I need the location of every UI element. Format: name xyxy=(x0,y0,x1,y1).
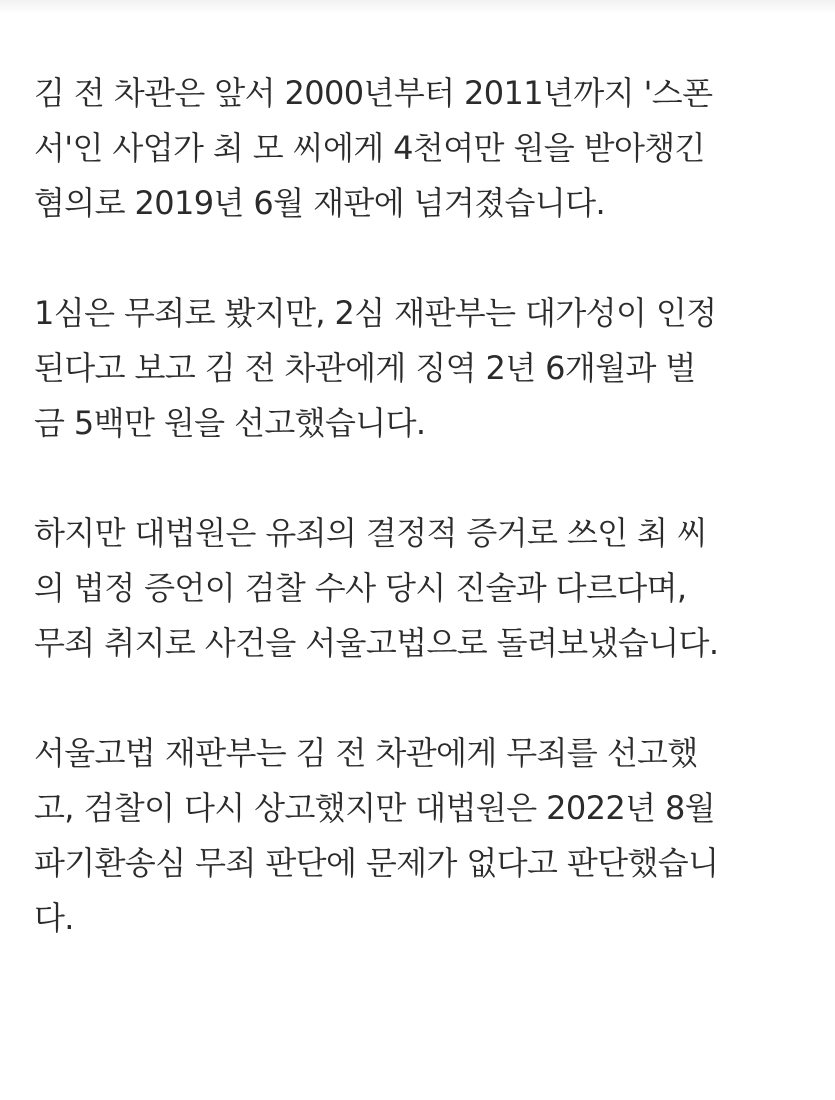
text-line: 서울고법 재판부는 김 전 차관에게 무죄를 선고했 xyxy=(34,734,698,772)
text-line: 혐의로 2019년 6월 재판에 넘겨졌습니다. xyxy=(34,184,606,222)
text-line: 파기환송심 무죄 판단에 문제가 없다고 판단했습니 xyxy=(34,844,719,882)
text-line: 금 5백만 원을 선고했습니다. xyxy=(34,404,426,442)
paragraph-4 xyxy=(34,726,824,946)
text-line: 서'인 사업가 최 모 씨에게 4천여만 원을 받아챙긴 xyxy=(34,129,705,167)
text-line: 된다고 보고 김 전 차관에게 징역 2년 6개월과 벌 xyxy=(34,349,696,387)
text-line: 고, 검찰이 다시 상고했지만 대법원은 2022년 8월 xyxy=(34,789,716,827)
paragraph-1 xyxy=(34,66,824,231)
text-line: 김 전 차관은 앞서 2000년부터 2011년까지 '스폰 xyxy=(34,74,713,112)
text-line: 하지만 대법원은 유죄의 결정적 증거로 쓰인 최 씨 xyxy=(34,514,708,552)
paragraph-3 xyxy=(34,506,824,671)
article-body xyxy=(34,66,824,1001)
text-line: 1심은 무죄로 봤지만, 2심 재판부는 대가성이 인정 xyxy=(34,294,717,332)
top-edge xyxy=(0,0,835,14)
text-line: 무죄 취지로 사건을 서울고법으로 돌려보냈습니다. xyxy=(34,624,719,662)
paragraph-2 xyxy=(34,286,824,451)
text-line: 의 법정 증언이 검찰 수사 당시 진술과 다르다며, xyxy=(34,569,687,607)
text-line: 다. xyxy=(34,899,74,937)
